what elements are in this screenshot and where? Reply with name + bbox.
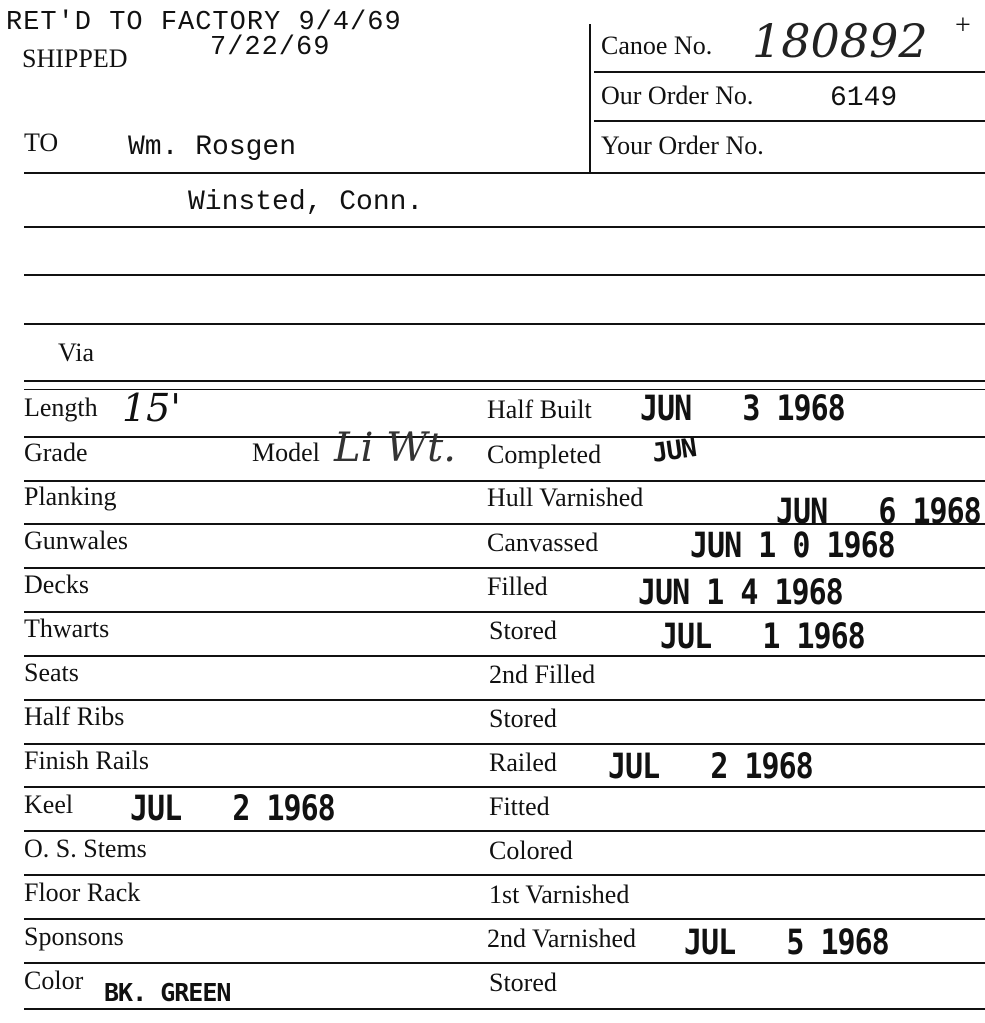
- right-label-half-built: Half Built: [487, 395, 592, 424]
- row-line: [24, 480, 985, 482]
- row-line: [24, 786, 985, 788]
- model-value: Li Wt.: [334, 425, 456, 471]
- row-line: [24, 567, 985, 569]
- hull-varnished-date-stamp: JUN 6 1968: [776, 491, 981, 532]
- row-line: [24, 918, 985, 920]
- order-box-divider: [589, 24, 591, 172]
- left-label-seats: Seats: [24, 658, 79, 687]
- left-label-grade: Grade: [24, 438, 88, 467]
- right-label-completed: Completed: [487, 440, 602, 469]
- left-label-keel: Keel: [24, 790, 74, 819]
- to-label: TO: [24, 128, 59, 157]
- stored-date-stamp: JUL 1 1968: [660, 616, 865, 657]
- canoe-no-label: Canoe No.: [601, 31, 713, 60]
- shipped-label: SHIPPED: [22, 44, 128, 73]
- color-stamp: BK. GREEN: [104, 978, 231, 1007]
- row-line: [24, 699, 985, 701]
- left-label-floor-rack: Floor Rack: [24, 878, 141, 907]
- railed-date-stamp: JUL 2 1968: [608, 746, 813, 787]
- address-line-2: [24, 226, 985, 228]
- completed-date-stamp: JUN: [650, 433, 698, 469]
- canoe-no-value: 180892: [752, 14, 928, 68]
- row-line: [24, 436, 985, 438]
- our-order-value: 6149: [830, 83, 898, 114]
- address-line-3: [24, 274, 985, 276]
- canvassed-date-stamp: JUN 1 0 1968: [690, 525, 895, 566]
- left-label-gunwales: Gunwales: [24, 526, 128, 555]
- recipient-address: Winsted, Conn.: [188, 187, 424, 218]
- right-label-railed: Railed: [489, 748, 557, 777]
- recipient-name: Wm. Rosgen: [128, 132, 297, 163]
- right-label-1st-varnished: 1st Varnished: [489, 880, 630, 909]
- row-line: [24, 743, 985, 745]
- right-label-stored-2: Stored: [489, 704, 557, 733]
- right-label-stored-1: Stored: [489, 616, 557, 645]
- canoe-no-mark: +: [955, 10, 971, 41]
- left-label-decks: Decks: [24, 570, 89, 599]
- row-line: [24, 1008, 985, 1010]
- right-label-filled: Filled: [487, 572, 548, 601]
- left-label-half-ribs: Half Ribs: [24, 702, 125, 731]
- length-value: 15': [122, 386, 181, 430]
- right-label-colored: Colored: [489, 836, 573, 865]
- our-order-line: [594, 120, 985, 122]
- right-label-hull-varnished: Hull Varnished: [487, 483, 644, 512]
- right-label-stored-3: Stored: [489, 968, 557, 997]
- our-order-label: Our Order No.: [601, 81, 754, 110]
- right-label-fitted: Fitted: [489, 792, 550, 821]
- table-top-rule: [24, 380, 985, 382]
- address-line-4: [24, 323, 985, 325]
- address-line-1: [24, 172, 985, 174]
- canoe-no-line: [594, 71, 985, 73]
- left-label-finish-rails: Finish Rails: [24, 746, 149, 775]
- row-line: [24, 830, 985, 832]
- left-label-os-stems: O. S. Stems: [24, 834, 147, 863]
- returned-to-factory-note: RET'D TO FACTORY 9/4/69: [6, 8, 402, 38]
- via-label: Via: [58, 338, 94, 367]
- left-label-length: Length: [24, 393, 98, 422]
- left-label-color: Color: [24, 966, 84, 995]
- right-label-2nd-filled: 2nd Filled: [489, 660, 596, 689]
- right-label-2nd-varnished: 2nd Varnished: [487, 924, 637, 953]
- left-label-sponsons: Sponsons: [24, 922, 124, 951]
- row-line: [24, 874, 985, 876]
- keel-date-stamp: JUL 2 1968: [130, 788, 335, 829]
- shipped-date: 7/22/69: [210, 33, 331, 63]
- model-label: Model: [252, 438, 320, 467]
- 2nd-varnished-date-stamp: JUL 5 1968: [684, 922, 889, 963]
- filled-date-stamp: JUN 1 4 1968: [638, 572, 843, 613]
- half-built-date-stamp: JUN 3 1968: [640, 388, 845, 429]
- left-label-thwarts: Thwarts: [24, 614, 110, 643]
- your-order-label: Your Order No.: [601, 131, 764, 160]
- right-label-canvassed: Canvassed: [487, 528, 599, 557]
- left-label-planking: Planking: [24, 482, 117, 511]
